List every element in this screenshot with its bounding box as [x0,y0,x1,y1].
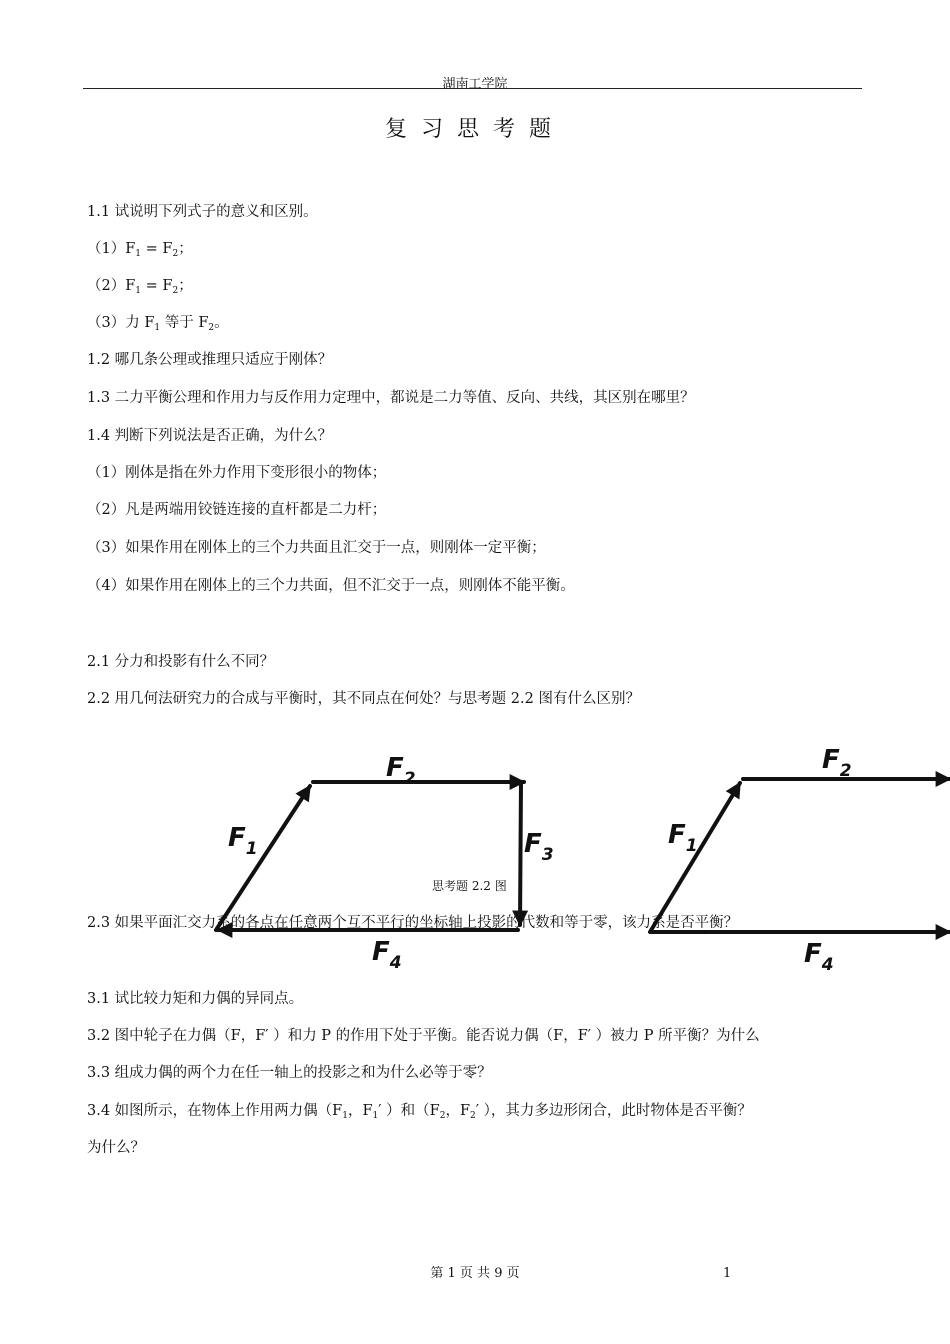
question-1-1-item-1: $(1)F_1 = F_2$； [87,241,193,259]
question-3-1: 3.1 试比较力矩和力偶的异同点。 [87,991,304,1007]
question-3-3: 3.3 组成力偶的两个力在任一轴上的投影之和为什么必等于零？ [87,1065,492,1081]
figure-caption: 思考题 2.2 图 [432,879,507,893]
question-1-3: 1.3 二力平衡公理和作用力与反作用力定理中，都说是二力等值、反向、共线，其区别在哪里？ [87,390,695,406]
left-force-polygon [216,782,524,930]
question-1-4-item-4: （4）如果作用在刚体上的三个力共面，但不汇交于一点，则刚体不能平衡。 [87,578,575,594]
label-f1-left: $F_1$ [228,823,258,859]
question-1-1-item-3: （3）力 $F_1$ 等于 $F_2$。 [87,315,229,333]
question-2-2: 2.2 用几何法研究力的合成与平衡时，其不同点在何处？与思考题 2.2 图有什么区别？ [87,691,640,707]
question-3-2: 3.2 图中轮子在力偶（F，F′ ）和力 P 的作用下处于平衡。能否说力偶（F，F′ ）被力 P 所平衡？为什么 [87,1028,760,1044]
question-2-1: 2.1 分力和投影有什么不同？ [87,654,275,670]
label-f4-left: $F_4$ [372,937,402,973]
label-f3-left: $F_3$ [524,829,554,865]
question-1-4-item-1: （1）刚体是指在外力作用下变形很小的物体； [87,465,387,481]
page-footer: 第 1 页 共 9 页 [430,1266,520,1281]
page-header: 湖南工学院 [442,77,508,92]
label-f2-right: $F_2$ [822,745,852,781]
label-f4-right: $F_4$ [804,939,834,975]
question-1-1: 1.1 试说明下列式子的意义和区别。 [87,204,318,220]
question-1-2: 1.2 哪几条公理或推理只适应于刚体？ [87,352,333,368]
label-f1-right: $F_1$ [668,820,698,856]
question-3-4-continued: 为什么？ [87,1140,145,1156]
question-1-1-item-2: $(2)F_1 = F_2$； [87,278,193,296]
question-1-4-item-2: （2）凡是两端用铰链连接的直杆都是二力杆； [87,502,387,518]
question-2-3: 2.3 如果平面汇交力系的各点在任意两个互不平行的坐标轴上投影的代数和等于零，该力系是否平衡？ [87,915,739,931]
page-number: 1 [723,1266,732,1281]
question-3-4: 3.4 如图所示，在物体上作用两力偶（$F_1$，$F_1'$ ）和（$F_2$，$F_2'$ ），其力多边形闭合，此时物体是否平衡？ [87,1103,752,1121]
label-f2-left: $F_2$ [386,753,416,789]
question-1-4-item-3: （3）如果作用在刚体上的三个力共面且汇交于一点，则刚体一定平衡； [87,540,546,556]
page-title: 复习思考题 [384,117,565,142]
question-1-4: 1.4 判断下列说法是否正确，为什么？ [87,428,333,444]
